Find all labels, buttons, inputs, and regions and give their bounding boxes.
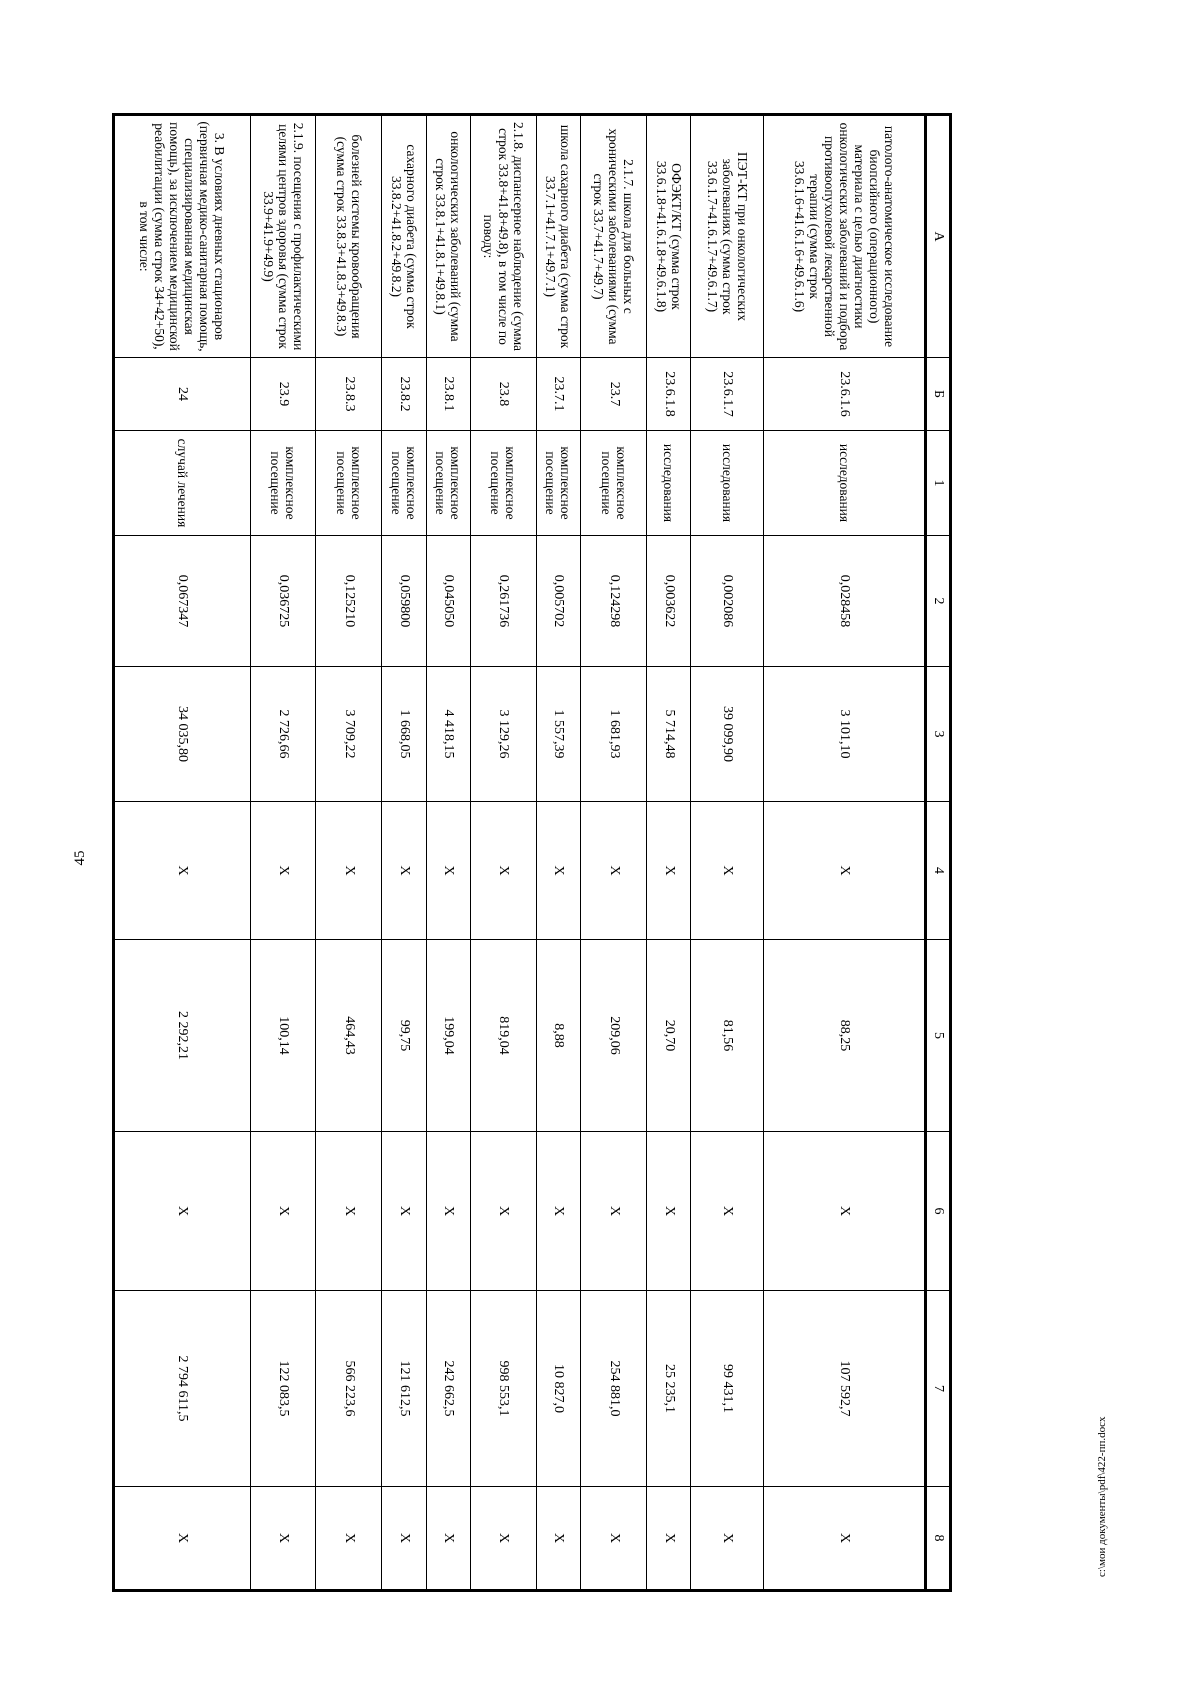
table-cell-c5: 8,88 — [536, 940, 580, 1132]
table-cell-c3: 1 681,93 — [581, 667, 647, 802]
table-cell-c4: Х — [382, 802, 426, 940]
table-cell-c3: 4 418,15 — [426, 667, 470, 802]
table-cell-c8: Х — [426, 1487, 470, 1591]
table-cell-c2: 0,067347 — [114, 536, 251, 667]
table-cell-c8: Х — [536, 1487, 580, 1591]
table-cell-c2: 0,261736 — [470, 536, 536, 667]
table-row — [250, 115, 316, 1591]
table-cell-c4: Х — [691, 802, 764, 940]
table-cell-b: 23.7.1 — [536, 358, 580, 431]
table-cell-c5: 2 292,21 — [114, 940, 251, 1132]
table-cell-b: 23.8.1 — [426, 358, 470, 431]
table-cell-c6: Х — [382, 1132, 426, 1291]
table-cell-c4: Х — [426, 802, 470, 940]
table-row — [470, 115, 536, 1591]
table-cell-c6: Х — [316, 1132, 382, 1291]
table-cell-c3: 1 557,39 — [536, 667, 580, 802]
table-cell-b: 23.8 — [470, 358, 536, 431]
table-cell-c6: Х — [691, 1132, 764, 1291]
table-cell-c1: комплексное посещение — [536, 431, 580, 536]
table-cell-c2: 0,045050 — [426, 536, 470, 667]
table-cell-c6: Х — [250, 1132, 316, 1291]
column-header: 4 — [926, 802, 951, 940]
page-number: 45 — [72, 850, 88, 866]
table-cell-c5: 199,04 — [426, 940, 470, 1132]
table-cell-c2: 0,028458 — [764, 536, 926, 667]
table-row — [536, 115, 580, 1591]
table-cell-c5: 209,06 — [581, 940, 647, 1132]
table-cell-c6: Х — [114, 1132, 251, 1291]
table-cell-c6: Х — [536, 1132, 580, 1291]
column-header: 1 — [926, 431, 951, 536]
table-cell-c8: Х — [764, 1487, 926, 1591]
table-cell-c5: 99,75 — [382, 940, 426, 1132]
table-cell-c2: 0,002086 — [691, 536, 764, 667]
table-cell-c8: Х — [470, 1487, 536, 1591]
table-cell-c5: 464,43 — [316, 940, 382, 1132]
table-cell-c8: Х — [646, 1487, 690, 1591]
table-cell-c2: 0,125210 — [316, 536, 382, 667]
table-cell-c5: 819,04 — [470, 940, 536, 1132]
table-cell-a: 3. В условиях дневных стационаров (первичная медико-санитарная помощь, специализированная медицинская помощь), за исключением медицинской реабилитации (сумма строк 34+42+50), в том числе: — [114, 115, 251, 358]
table-cell-c8: Х — [114, 1487, 251, 1591]
table-cell-c3: 34 035,80 — [114, 667, 251, 802]
table-cell-b: 23.9 — [250, 358, 316, 431]
table-cell-b: 24 — [114, 358, 251, 431]
table-cell-c4: Х — [316, 802, 382, 940]
column-header: 5 — [926, 940, 951, 1132]
table-cell-c1: комплексное посещение — [470, 431, 536, 536]
table-row — [316, 115, 382, 1591]
table-cell-c7: 10 827,0 — [536, 1291, 580, 1487]
column-header: А — [926, 115, 951, 358]
table-cell-c7: 25 235,1 — [646, 1291, 690, 1487]
table-cell-c1: исследования — [646, 431, 690, 536]
column-header: 3 — [926, 667, 951, 802]
table-cell-c6: Х — [581, 1132, 647, 1291]
table-cell-c3: 3 101,10 — [764, 667, 926, 802]
rotated-table-container — [112, 113, 952, 1589]
table-cell-c4: Х — [250, 802, 316, 940]
table-cell-c7: 254 881,0 — [581, 1291, 647, 1487]
table-cell-b: 23.8.2 — [382, 358, 426, 431]
table-cell-c1: комплексное посещение — [316, 431, 382, 536]
table-cell-c7: 121 612,5 — [382, 1291, 426, 1487]
table-cell-c4: Х — [536, 802, 580, 940]
table-cell-a: патолого-анатомическое исследование биопсийного (операционного) материала с целью диагностики онкологических заболеваний и подбора противоопухолевой лекарственной терапии (сумма строк 33.6.1.6+41.6.1.6+49.6.1.6) — [764, 115, 926, 358]
table-cell-c7: 107 592,7 — [764, 1291, 926, 1487]
table-row — [764, 115, 926, 1591]
table-cell-c5: 20,70 — [646, 940, 690, 1132]
table-cell-a: болезней системы кровообращения (сумма строк 33.8.3+41.8.3+49.8.3) — [316, 115, 382, 358]
table-cell-c3: 5 714,48 — [646, 667, 690, 802]
column-header: 8 — [926, 1487, 951, 1591]
table-row — [382, 115, 426, 1591]
table-cell-a: онкологических заболеваний (сумма строк 33.8.1+41.8.1+49.8.1) — [426, 115, 470, 358]
table-cell-b: 23.6.1.6 — [764, 358, 926, 431]
table-cell-a: ПЭТ-КТ при онкологических заболеваниях (сумма строк 33.6.1.7+41.6.1.7+49.6.1.7) — [691, 115, 764, 358]
table-cell-a: 2.1.7. школа для больных с хроническими заболеваниями (сумма строк 33.7+41.7+49.7) — [581, 115, 647, 358]
table-cell-c1: комплексное посещение — [581, 431, 647, 536]
table-cell-c8: Х — [691, 1487, 764, 1591]
table-row — [426, 115, 470, 1591]
table-cell-c2: 0,036725 — [250, 536, 316, 667]
table-cell-c7: 998 553,1 — [470, 1291, 536, 1487]
table-cell-c4: Х — [646, 802, 690, 940]
table-cell-a: сахарного диабета (сумма строк 33.8.2+41.8.2+49.8.2) — [382, 115, 426, 358]
table-cell-c4: Х — [581, 802, 647, 940]
table-cell-c6: Х — [426, 1132, 470, 1291]
table-body — [114, 115, 926, 1591]
table-cell-c1: исследования — [691, 431, 764, 536]
table-cell-a: 2.1.9. посещения с профилактическими целями центров здоровья (сумма строк 33.9+41.9+49.9) — [250, 115, 316, 358]
table-cell-b: 23.6.1.7 — [691, 358, 764, 431]
table-cell-c1: комплексное посещение — [250, 431, 316, 536]
table-header-row — [926, 115, 951, 1591]
table-cell-c1: комплексное посещение — [382, 431, 426, 536]
table-cell-c8: Х — [581, 1487, 647, 1591]
table-cell-a: ОФЭКТ/КТ (сумма строк 33.6.1.8+41.6.1.8+49.6.1.8) — [646, 115, 690, 358]
table-cell-c2: 0,124298 — [581, 536, 647, 667]
data-table — [112, 113, 952, 1592]
table-row — [114, 115, 251, 1591]
table-cell-c2: 0,005702 — [536, 536, 580, 667]
table-cell-c2: 0,003622 — [646, 536, 690, 667]
table-cell-c6: Х — [764, 1132, 926, 1291]
table-cell-c7: 99 431,1 — [691, 1291, 764, 1487]
table-row — [691, 115, 764, 1591]
column-header: 6 — [926, 1132, 951, 1291]
table-cell-c2: 0,059800 — [382, 536, 426, 667]
table-cell-c1: комплексное посещение — [426, 431, 470, 536]
table-cell-b: 23.6.1.8 — [646, 358, 690, 431]
table-cell-c6: Х — [470, 1132, 536, 1291]
table-cell-c3: 2 726,66 — [250, 667, 316, 802]
table-cell-c1: случай лечения — [114, 431, 251, 536]
table-cell-c7: 122 083,5 — [250, 1291, 316, 1487]
table-cell-b: 23.7 — [581, 358, 647, 431]
table-cell-c6: Х — [646, 1132, 690, 1291]
column-header: 7 — [926, 1291, 951, 1487]
table-cell-b: 23.8.3 — [316, 358, 382, 431]
table-cell-c3: 1 668,05 — [382, 667, 426, 802]
table-row — [581, 115, 647, 1591]
table-cell-c1: исследования — [764, 431, 926, 536]
column-header: 2 — [926, 536, 951, 667]
table-row — [646, 115, 690, 1591]
table-cell-c8: Х — [382, 1487, 426, 1591]
table-cell-c7: 2 794 611,5 — [114, 1291, 251, 1487]
table-cell-a: школа сахарного диабета (сумма строк 33.7.1+41.7.1+49.7.1) — [536, 115, 580, 358]
table-cell-c7: 566 223,6 — [316, 1291, 382, 1487]
file-path-footer: c:\мои документы\pdf\422-пп.docx — [1096, 1416, 1108, 1577]
table-cell-c3: 3 129,26 — [470, 667, 536, 802]
table-cell-c5: 88,25 — [764, 940, 926, 1132]
table-cell-c4: Х — [470, 802, 536, 940]
column-header: Б — [926, 358, 951, 431]
table-cell-c3: 3 709,22 — [316, 667, 382, 802]
table-cell-c8: Х — [250, 1487, 316, 1591]
table-cell-c5: 81,56 — [691, 940, 764, 1132]
table-cell-c4: Х — [114, 802, 251, 940]
table-cell-c7: 242 662,5 — [426, 1291, 470, 1487]
table-cell-a: 2.1.8. диспансерное наблюдение (сумма строк 33.8+41.8+49.8), в том числе по поводу: — [470, 115, 536, 358]
table-cell-c3: 39 099,90 — [691, 667, 764, 802]
table-cell-c4: Х — [764, 802, 926, 940]
table-cell-c5: 100,14 — [250, 940, 316, 1132]
table-cell-c8: Х — [316, 1487, 382, 1591]
